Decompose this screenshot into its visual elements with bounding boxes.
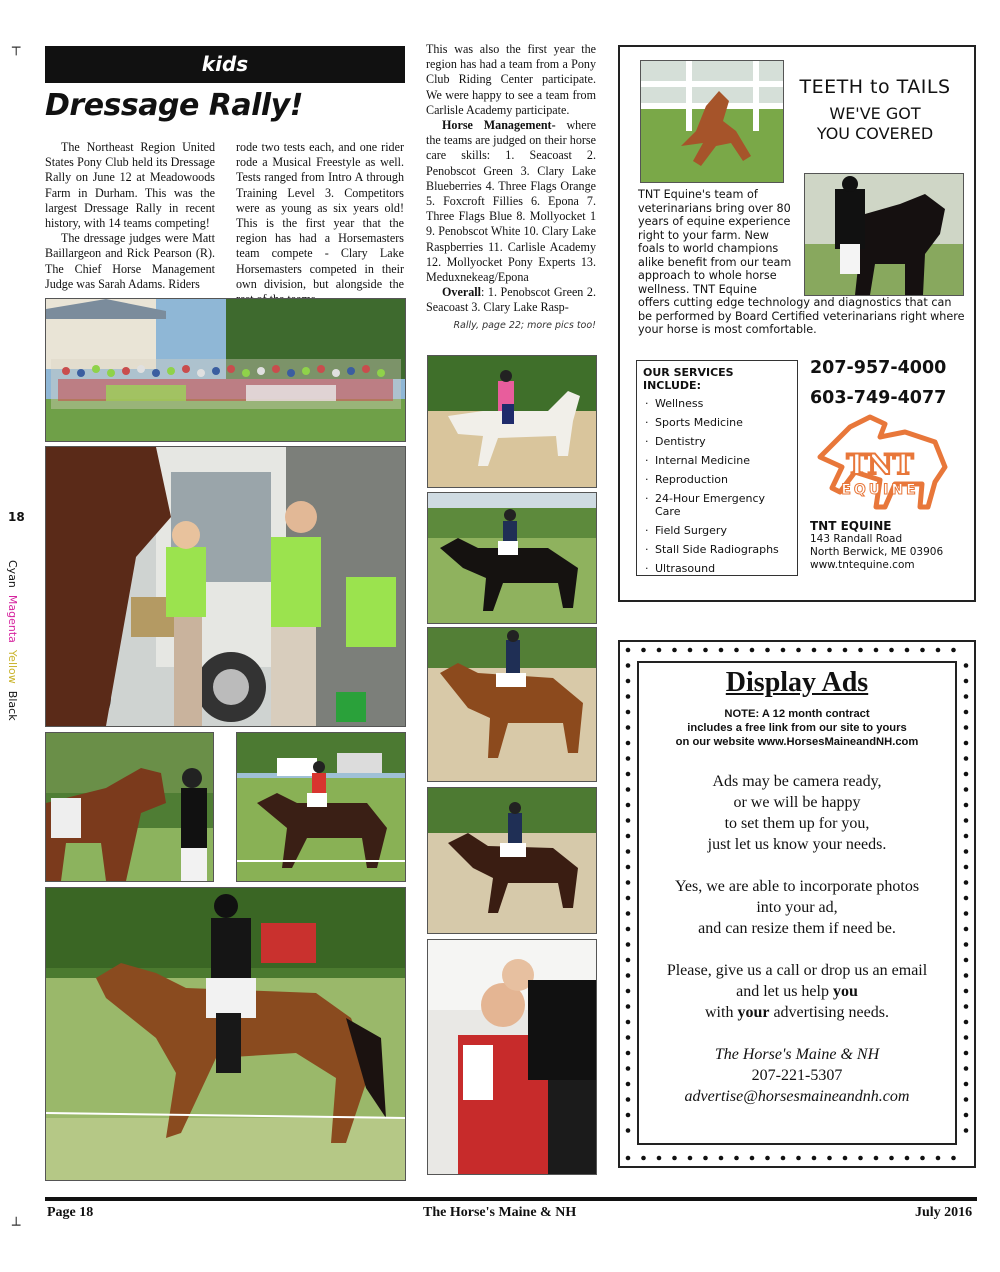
border-dot bbox=[951, 648, 956, 653]
crop-mark-top: ┬ bbox=[12, 40, 21, 56]
continuation-teaser: Rally, page 22; more pics too! bbox=[453, 320, 596, 331]
border-dot bbox=[626, 694, 631, 699]
service-item: · Wellness bbox=[643, 397, 791, 410]
service-item: · Dentistry bbox=[643, 435, 791, 448]
display-ads-paragraph bbox=[639, 771, 955, 855]
border-dot bbox=[964, 849, 969, 854]
border-dot bbox=[734, 1156, 739, 1161]
border-dot bbox=[626, 725, 631, 730]
tnt-description-wide: offers cutting edge technology and diagnostics that can be performed by Board Certified veterinarians right where your horse is most comfortable. bbox=[638, 296, 965, 336]
border-dot bbox=[641, 648, 646, 653]
border-dot bbox=[626, 1004, 631, 1009]
border-dot bbox=[812, 1156, 817, 1161]
tnt-address-line-1: 143 Randall Road bbox=[810, 533, 903, 545]
group-photo bbox=[45, 298, 406, 442]
tnt-description bbox=[638, 188, 968, 337]
border-dot bbox=[626, 803, 631, 808]
para3-line1: Please, give us a call or drop us an email bbox=[666, 962, 928, 979]
overall-results bbox=[426, 285, 596, 315]
border-dot bbox=[964, 663, 969, 668]
dark-bay-horse-photo bbox=[427, 787, 597, 934]
border-dot bbox=[964, 1128, 969, 1133]
border-dot bbox=[964, 927, 969, 932]
border-dot bbox=[964, 694, 969, 699]
border-dot bbox=[936, 648, 941, 653]
contact-email[interactable]: advertise@horsesmaineandnh.com bbox=[684, 1088, 910, 1105]
cyan-label: Cyan bbox=[6, 560, 19, 588]
trailer-grooming-photo bbox=[45, 446, 406, 727]
border-dot bbox=[626, 896, 631, 901]
services-list bbox=[643, 397, 791, 575]
tnt-equine-logo bbox=[810, 412, 950, 512]
service-item: · Reproduction bbox=[643, 473, 791, 486]
border-dot bbox=[812, 648, 817, 653]
tnt-subheading-1: WE'VE GOT bbox=[829, 104, 921, 123]
article-paragraph: The dressage judges were Matt Baillargeon and Rick Pearson (R). The Chief Horse Management Judge was Sarah Adams. Riders bbox=[45, 231, 215, 291]
border-dot bbox=[626, 834, 631, 839]
article-column-1 bbox=[45, 140, 215, 292]
border-dot bbox=[626, 663, 631, 668]
border-dot bbox=[626, 741, 631, 746]
service-item: · Internal Medicine bbox=[643, 454, 791, 467]
display-ads-contact bbox=[639, 1044, 955, 1107]
logo-text-equine: EQUINE bbox=[841, 482, 919, 498]
article-column-3 bbox=[426, 42, 596, 316]
para3-line3c: advertising needs. bbox=[769, 1004, 889, 1021]
para1-line2: or we will be happy bbox=[733, 794, 861, 811]
border-dot bbox=[874, 648, 879, 653]
border-dot bbox=[964, 942, 969, 947]
riders-with-saddle-photo bbox=[427, 939, 597, 1175]
service-item: · Field Surgery bbox=[643, 524, 791, 537]
border-dot bbox=[964, 911, 969, 916]
border-dot bbox=[964, 710, 969, 715]
border-dot bbox=[843, 1156, 848, 1161]
border-dot bbox=[672, 1156, 677, 1161]
border-dot bbox=[964, 958, 969, 963]
border-dot bbox=[858, 1156, 863, 1161]
border-dot bbox=[750, 648, 755, 653]
border-dot bbox=[920, 1156, 925, 1161]
border-dot bbox=[626, 1066, 631, 1071]
article-headline: Dressage Rally! bbox=[45, 88, 303, 123]
note-line-1: NOTE: A 12 month contract bbox=[724, 708, 870, 720]
para3-line3b: your bbox=[737, 1004, 770, 1021]
border-dot bbox=[964, 1004, 969, 1009]
border-dot bbox=[964, 896, 969, 901]
tnt-subheading-2: YOU COVERED bbox=[816, 124, 934, 143]
para3-line3a: with bbox=[705, 1004, 738, 1021]
display-ads-note bbox=[639, 707, 955, 749]
border-dot bbox=[905, 648, 910, 653]
border-dot bbox=[657, 648, 662, 653]
tnt-description-narrow: TNT Equine's team of veterinarians bring over 80 years of equine experience right to your farm. New foals to world champions alike benefit from our team approach to whole horse wellness. TNT Equine bbox=[638, 188, 792, 296]
para3-line2b: you bbox=[832, 983, 858, 1000]
black-label: Black bbox=[6, 690, 19, 721]
teeth-to-tails-title: TEETH to TAILS bbox=[799, 76, 951, 98]
border-dot bbox=[626, 679, 631, 684]
horse-management-text: where the teams are judged on their horse care skills: 1. Seacoast 2. Penobscot Green 3. Clary Lake Blueberries 4. Three Flags Orange 5. Foxcroft Fillies 6. Epona 7. Three Flags Blue 8. Mollyocket 1 9. Penobscot White 10. Clary Lake Raspberries 11. Carlisle Academy 12. Mollyocket Pony Experts 13. Meduxnekeag/Epona bbox=[426, 118, 596, 285]
border-dot bbox=[964, 741, 969, 746]
display-ads-inner bbox=[637, 661, 957, 1145]
tnt-phone-1: 207-957-4000 bbox=[810, 358, 947, 378]
border-dot bbox=[920, 648, 925, 653]
border-dot bbox=[626, 1128, 631, 1133]
border-dot bbox=[626, 1082, 631, 1087]
border-dot bbox=[765, 648, 770, 653]
border-dot bbox=[874, 1156, 879, 1161]
border-dot bbox=[964, 1020, 969, 1025]
border-dot bbox=[964, 865, 969, 870]
display-ads-paragraph bbox=[639, 960, 955, 1023]
services-box bbox=[636, 360, 798, 576]
border-dot bbox=[641, 1156, 646, 1161]
note-line-3: on our website www.HorsesMaineandNH.com bbox=[675, 736, 919, 748]
article-paragraph: The Northeast Region United States Pony Club held its Dressage Rally on June 12 at Meadowoods Farm in Durham. This was the largest Dressage Rally in recent history, with 14 teams competing! bbox=[45, 140, 215, 231]
border-dot bbox=[626, 989, 631, 994]
border-dot bbox=[626, 1097, 631, 1102]
border-dot bbox=[626, 973, 631, 978]
article-column-2 bbox=[236, 140, 404, 307]
tnt-ad-heading bbox=[790, 76, 960, 144]
border-dot bbox=[719, 648, 724, 653]
border-dot bbox=[626, 710, 631, 715]
border-dot bbox=[626, 849, 631, 854]
service-item: · Sports Medicine bbox=[643, 416, 791, 429]
border-dot bbox=[827, 1156, 832, 1161]
border-dot bbox=[936, 1156, 941, 1161]
border-dot bbox=[964, 1066, 969, 1071]
border-dot bbox=[626, 927, 631, 932]
side-page-number: 18 bbox=[8, 510, 25, 524]
white-horse-photo bbox=[427, 355, 597, 488]
border-dot bbox=[703, 648, 708, 653]
border-dot bbox=[703, 1156, 708, 1161]
border-dot bbox=[889, 648, 894, 653]
border-dot bbox=[905, 1156, 910, 1161]
article-paragraph: rode two tests each, and one rider rode a Musical Freestyle as well. Tests ranged from Intro A through Training Level 3. Competitors were as young as six years old! This is the first year that the region has had a Horsemasters team compete - Clary Lake Horsemasters competed in their own division, but alongside the bbox=[236, 140, 404, 291]
border-dot bbox=[964, 834, 969, 839]
para2-line3: and can resize them if need be. bbox=[698, 920, 896, 937]
border-dot bbox=[964, 725, 969, 730]
horse-handler-photo bbox=[45, 732, 214, 882]
border-dot bbox=[626, 648, 631, 653]
border-dot bbox=[964, 880, 969, 885]
footer-rule bbox=[45, 1197, 977, 1201]
para1-line1: Ads may be camera ready, bbox=[712, 773, 882, 790]
border-dot bbox=[964, 989, 969, 994]
border-dot bbox=[964, 1035, 969, 1040]
border-dot bbox=[626, 756, 631, 761]
border-dot bbox=[626, 1051, 631, 1056]
tnt-address bbox=[810, 520, 943, 572]
note-line-2: includes a free link from our site to yours bbox=[687, 722, 907, 734]
border-dot bbox=[964, 818, 969, 823]
border-dot bbox=[626, 958, 631, 963]
border-dot bbox=[964, 679, 969, 684]
border-dot bbox=[964, 803, 969, 808]
tnt-website: www.tntequine.com bbox=[810, 559, 915, 571]
overall-text: : 1. Penobscot Green 2. Seacoast 3. Clary Lake Rasp- bbox=[426, 285, 596, 315]
dressage-rider-photo-1 bbox=[236, 732, 406, 882]
para1-line3: to set them up for you, bbox=[724, 815, 870, 832]
border-dot bbox=[672, 648, 677, 653]
service-item: · 24-Hour Emergency Care bbox=[643, 492, 791, 518]
border-dot bbox=[626, 818, 631, 823]
border-dot bbox=[964, 973, 969, 978]
border-dot bbox=[626, 1035, 631, 1040]
border-dot bbox=[964, 772, 969, 777]
border-dot bbox=[765, 1156, 770, 1161]
logo-text-tnt: TNT bbox=[846, 448, 914, 481]
border-dot bbox=[626, 787, 631, 792]
border-dot bbox=[843, 648, 848, 653]
yellow-label: Yellow bbox=[6, 649, 19, 684]
border-dot bbox=[858, 648, 863, 653]
display-ads-paragraph bbox=[639, 876, 955, 939]
border-dot bbox=[626, 865, 631, 870]
footer-page: Page 18 bbox=[47, 1205, 94, 1220]
tnt-company-name: TNT EQUINE bbox=[810, 519, 892, 533]
border-dot bbox=[827, 648, 832, 653]
border-dot bbox=[964, 1113, 969, 1118]
section-banner: kids bbox=[45, 46, 405, 83]
black-horse-photo bbox=[427, 492, 597, 624]
footer-publication: The Horse's Maine & NH bbox=[423, 1205, 577, 1220]
tnt-phone-2: 603-749-4077 bbox=[810, 388, 947, 408]
border-dot bbox=[889, 1156, 894, 1161]
border-dot bbox=[964, 756, 969, 761]
border-dot bbox=[688, 648, 693, 653]
service-item: · Stall Side Radiographs bbox=[643, 543, 791, 556]
border-dot bbox=[796, 1156, 801, 1161]
magenta-label: Magenta bbox=[6, 594, 19, 643]
border-dot bbox=[781, 648, 786, 653]
border-dot bbox=[781, 1156, 786, 1161]
border-dot bbox=[750, 1156, 755, 1161]
services-heading: OUR SERVICES INCLUDE: bbox=[643, 366, 734, 392]
border-dot bbox=[657, 1156, 662, 1161]
contact-phone: 207-221-5307 bbox=[751, 1067, 843, 1084]
border-dot bbox=[626, 1020, 631, 1025]
border-dot bbox=[626, 1156, 631, 1161]
border-dot bbox=[964, 787, 969, 792]
tnt-address-line-2: North Berwick, ME 03906 bbox=[810, 546, 944, 558]
border-dot bbox=[951, 1156, 956, 1161]
border-dot bbox=[688, 1156, 693, 1161]
para3-line2a: and let us help bbox=[736, 983, 833, 1000]
color-registration-labels bbox=[6, 560, 19, 721]
border-dot bbox=[626, 942, 631, 947]
foal-photo bbox=[640, 60, 784, 183]
border-dot bbox=[964, 1097, 969, 1102]
border-dot bbox=[964, 1051, 969, 1056]
para1-line4: just let us know your needs. bbox=[707, 836, 887, 853]
border-dot bbox=[626, 911, 631, 916]
border-dot bbox=[626, 880, 631, 885]
para2-line2: into your ad, bbox=[756, 899, 838, 916]
contact-publication: The Horse's Maine & NH bbox=[714, 1046, 880, 1063]
horse-management-results bbox=[426, 118, 596, 285]
bay-horse-photo bbox=[427, 627, 597, 782]
border-dot bbox=[796, 648, 801, 653]
horse-management-label: Horse Management- bbox=[442, 118, 556, 133]
border-dot bbox=[734, 648, 739, 653]
footer-date: July 2016 bbox=[915, 1205, 973, 1220]
display-ads-body bbox=[639, 771, 955, 1023]
dressage-rider-photo-large bbox=[45, 887, 406, 1181]
article-paragraph: This was also the first year the region has had a team from a Pony Club Riding Center participate. We were happy to see a team from Carlisle Academy participate. bbox=[426, 42, 596, 117]
display-ads-title: Display Ads bbox=[725, 667, 869, 698]
para2-line1: Yes, we are able to incorporate photos bbox=[674, 878, 920, 895]
crop-mark-bottom: ┴ bbox=[12, 1218, 21, 1234]
service-item: · Ultrasound bbox=[643, 562, 791, 575]
border-dot bbox=[964, 1082, 969, 1087]
border-dot bbox=[626, 772, 631, 777]
border-dot bbox=[626, 1113, 631, 1118]
overall-label: Overall bbox=[442, 285, 481, 300]
border-dot bbox=[719, 1156, 724, 1161]
